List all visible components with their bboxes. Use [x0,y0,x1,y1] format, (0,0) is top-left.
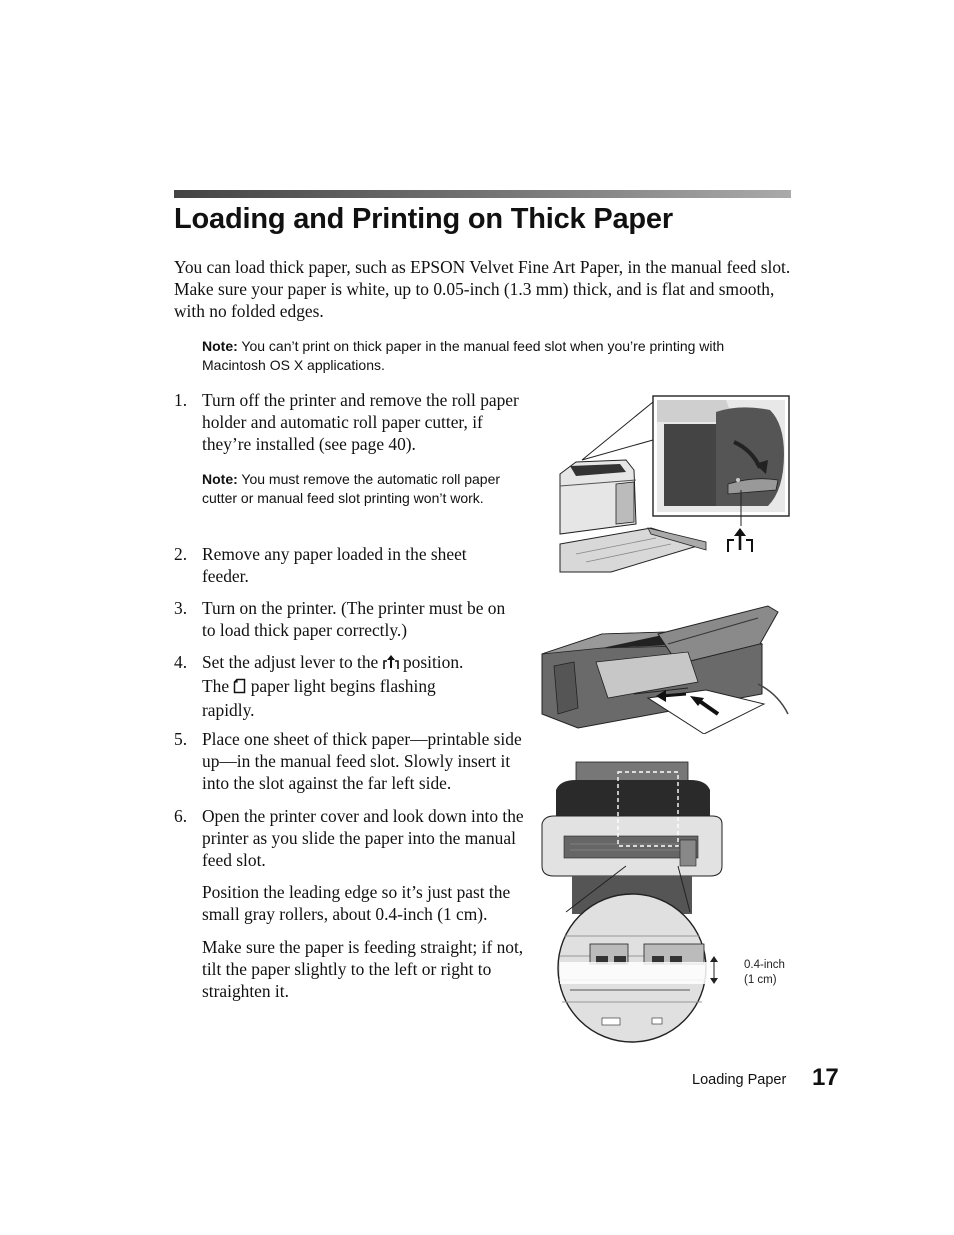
note-cutter [202,470,532,508]
step-text: Set the adjust lever to the [202,652,383,672]
caption-line: (1 cm) [744,974,777,986]
step-2 [174,543,534,589]
step-5 [174,728,534,798]
note-label: Note: [202,338,238,354]
feed-straight-paragraph: Make sure the paper is feeding straight; if not, tilt the paper slightly to the left or right to straighten it. [202,937,524,1001]
page-title: Loading and Printing on Thick Paper [174,203,673,235]
step-number: 5. [174,729,188,749]
paper-insert-figure [538,604,792,734]
step-text: position. [398,652,464,672]
roller-detail-figure [540,760,724,1046]
step-number: 6. [174,806,188,826]
caption-line: 0.4-inch [744,959,785,971]
step-text: Turn off the printer and remove the roll paper holder and automatic roll paper cutter, if they’re installed (see page 40). [202,390,519,454]
printer-lever-figure [556,394,792,580]
note-text: You must remove the automatic roll paper cutter or manual feed slot printing won’t work. [202,471,501,506]
intro-paragraph: You can load thick paper, such as EPSON Velvet Fine Art Paper, in the manual feed slot. Make sure your paper is white, up to 0.05-inch (1.3 mm) thick, and is flat and smooth, with no folded edges. [174,257,791,321]
step-number: 1. [174,390,188,410]
step-text: Turn on the printer. (The printer must be on to load thick paper correctly.) [202,598,506,640]
paper-light-icon [233,677,246,699]
step-number: 3. [174,598,188,618]
leading-edge-paragraph: Position the leading edge so it’s just past the small gray rollers, about 0.4-inch (1 cm). [202,882,511,924]
step-text: The [202,676,234,696]
step-4 [174,651,534,721]
note-label: Note: [202,471,238,487]
footer-section-label: Loading Paper [692,1072,787,1088]
step-text: Open the printer cover and look down into the printer as you slide the paper into the manual feed slot. [202,806,524,870]
page-number: 17 [812,1064,839,1091]
measurement-caption [744,958,785,988]
note-osx [202,337,782,375]
step-1 [174,389,534,459]
adjust-lever-icon [383,653,399,675]
note-text: You can’t print on thick paper in the manual feed slot when you’re printing with Macintosh OS X applications. [202,338,725,373]
step-6 [174,805,534,875]
step-text: Place one sheet of thick paper—printable side up—in the manual feed slot. Slowly insert it into the slot against the far left side. [202,729,522,793]
step-number: 4. [174,652,188,672]
step-text: paper light begins flashing rapidly. [202,676,436,720]
step-number: 2. [174,544,188,564]
step-3 [174,597,534,643]
title-rule [174,190,791,198]
step-text: Remove any paper loaded in the sheet feeder. [202,544,467,586]
